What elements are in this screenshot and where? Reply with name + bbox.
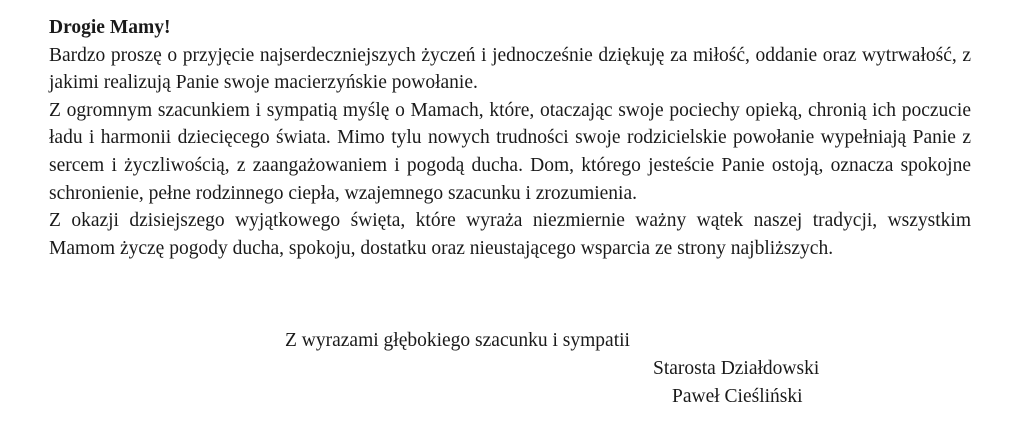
letter-paragraph-1: Bardzo proszę o przyjęcie najserdeczniejszych życzeń i jednocześnie dziękuję za miłość, oddanie oraz wytrwałość, z jakimi realizują Panie swoje macierzyńskie powołanie. bbox=[49, 44, 971, 94]
letter-paragraph-2: Z ogromnym szacunkiem i sympatią myślę o Mamach, które, otaczając swoje pociechy opieką, chronią ich poczucie ładu i harmonii dziecięcego świata. Mimo tylu nowych trudności swoje rodzicielskie powołanie wypełniają Panie z sercem i życzliwością, z zaangażowaniem i pogodą ducha. Dom, którego jesteście Panie ostoją, oznacza spokojne schronienie, pełne rodzinnego ciepła, wzajemnego szacunku i zrozumienia. bbox=[49, 99, 971, 204]
signature-title: Starosta Działdowski bbox=[653, 358, 820, 379]
letter-greeting: Drogie Mamy! bbox=[49, 17, 171, 38]
letter-body bbox=[49, 14, 971, 262]
letter-paragraph-3: Z okazji dzisiejszego wyjątkowego święta, które wyraża niezmiernie ważny wątek naszej tradycji, wszystkim Mamom życzę pogody ducha, spokoju, dostatku oraz nieustającego wsparcia ze strony najbliższych. bbox=[49, 210, 971, 259]
letter-closing: Z wyrazami głębokiego szacunku i sympatii bbox=[285, 330, 630, 351]
signature-name: Paweł Cieśliński bbox=[672, 386, 803, 407]
